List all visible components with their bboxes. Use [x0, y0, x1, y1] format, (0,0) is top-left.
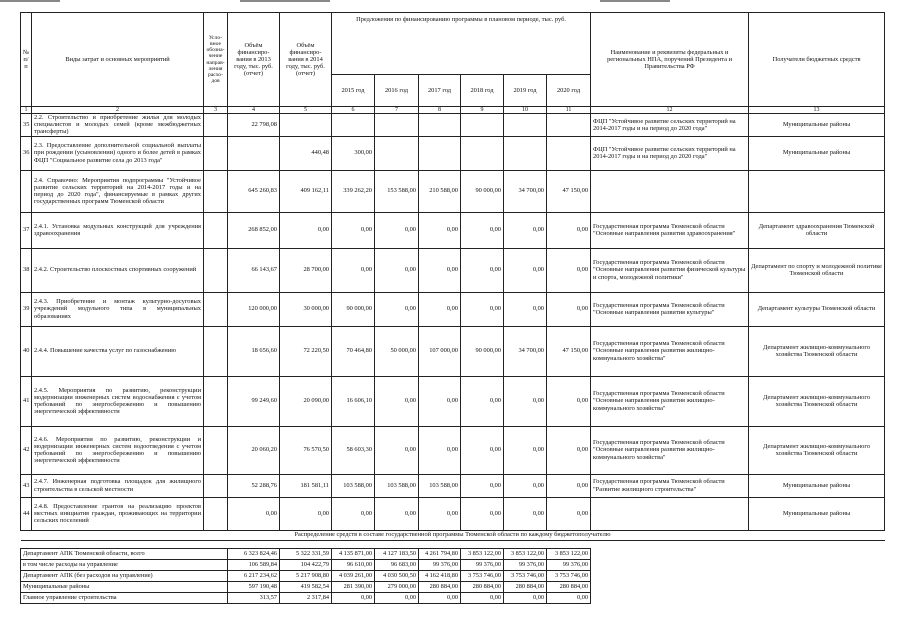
summary-year: 3 853 122,00 [547, 549, 591, 560]
summary-2013: 6 323 824,46 [228, 549, 280, 560]
value-year: 0,00 [547, 248, 591, 292]
header-num: № п/п [21, 13, 32, 107]
summary-year: 4 135 871,00 [332, 549, 375, 560]
summary-year: 280 884,00 [504, 582, 547, 593]
value-year [461, 114, 504, 137]
row-name: 2.2. Строительство и приобретение жилья для молодых специалистов и молодых семей (кроме межбюджетных трансферты) [32, 114, 204, 137]
summary-year: 281 390,00 [332, 582, 375, 593]
value-2014: 409 162,11 [280, 170, 332, 212]
table-row [21, 292, 885, 326]
value-year: 210 588,00 [419, 170, 461, 212]
value-year: 0,00 [461, 497, 504, 530]
summary-2014: 5 217 908,80 [280, 571, 332, 582]
summary-label: в том числе расходы на управление [21, 560, 228, 571]
value-2013: 18 656,60 [228, 326, 280, 376]
row-number: 39 [21, 292, 32, 326]
table-header-row [21, 13, 885, 75]
row-name: 2.4. Справочно: Мероприятия подпрограммы "Устойчивое развитие сельских территорий на 2014-2017 годы и на период до 2020 года", финансируемые в рамках других государственных программ Тюменской области [32, 170, 204, 212]
table-row [21, 497, 885, 530]
column-number: 8 [419, 107, 461, 114]
table-row [21, 212, 885, 248]
row-condition [204, 292, 228, 326]
summary-2013: 313,57 [228, 593, 280, 604]
value-year: 47 150,00 [547, 170, 591, 212]
summary-2013: 106 589,84 [228, 560, 280, 571]
row-recipient: Муниципальные районы [749, 136, 885, 170]
row-recipient: Департамент жилищно-коммунального хозяйства Тюменской области [749, 426, 885, 474]
summary-year: 3 853 122,00 [504, 549, 547, 560]
value-2014: 440,48 [280, 136, 332, 170]
summary-year: 4 162 418,80 [419, 571, 461, 582]
row-name: 2.4.3. Приобретение и монтаж культурно-досуговых учреждений модульного типа в муниципальных образованиях [32, 292, 204, 326]
value-year: 34 700,00 [504, 326, 547, 376]
value-year: 90 000,00 [461, 326, 504, 376]
value-year [547, 114, 591, 137]
value-year: 0,00 [375, 376, 419, 426]
header-year: 2020 год [547, 75, 591, 107]
value-year: 300,00 [332, 136, 375, 170]
row-name: 2.4.6. Мероприятия по развитию, реконструкции и модернизации инженерных систем водоотведения с учетом требований по энергосбережению и повышению энергетической эффективности [32, 426, 204, 474]
summary-blank [591, 560, 885, 571]
summary-label: Департамент АПК Тюменской области, всего [21, 549, 228, 560]
summary-label: Департамент АПК (без расходов на управление) [21, 571, 228, 582]
value-year: 0,00 [375, 426, 419, 474]
column-number: 3 [204, 107, 228, 114]
summary-row [21, 593, 885, 604]
row-condition [204, 114, 228, 137]
summary-label: Главное управление строительства [21, 593, 228, 604]
row-condition [204, 497, 228, 530]
value-year [419, 114, 461, 137]
row-name: 2.4.5. Мероприятия по развитию, реконструкции модернизации инженерных систем водоснабжения с учетом требований по энергосбережению и повышению энергетической эффективности [32, 376, 204, 426]
row-recipient: Департамент культуры Тюменской области [749, 292, 885, 326]
value-2014 [280, 114, 332, 137]
value-2014: 0,00 [280, 212, 332, 248]
value-year: 70 464,80 [332, 326, 375, 376]
distribution-title: Распределение средств в составе государственной программы Тюменской области по каждому бюджетополучателю [21, 530, 885, 540]
row-number: 44 [21, 497, 32, 530]
header-year: 2016 год [375, 75, 419, 107]
summary-year: 99 376,00 [461, 560, 504, 571]
summary-year: 96 683,00 [375, 560, 419, 571]
summary-row [21, 582, 885, 593]
table-row [21, 376, 885, 426]
value-year: 107 000,00 [419, 326, 461, 376]
table-row [21, 114, 885, 137]
summary-year: 99 376,00 [419, 560, 461, 571]
scan-edge-mark [0, 0, 60, 2]
row-number: 42 [21, 426, 32, 474]
column-number-row [21, 107, 885, 114]
row-condition [204, 474, 228, 497]
row-number: 37 [21, 212, 32, 248]
row-number: 40 [21, 326, 32, 376]
row-recipient: Департамент жилищно-коммунального хозяйства Тюменской области [749, 376, 885, 426]
value-2014: 28 700,00 [280, 248, 332, 292]
value-year: 0,00 [461, 376, 504, 426]
value-year: 0,00 [461, 212, 504, 248]
value-year: 0,00 [375, 497, 419, 530]
value-2014: 76 570,50 [280, 426, 332, 474]
value-year: 0,00 [461, 248, 504, 292]
value-year: 0,00 [332, 497, 375, 530]
value-year: 0,00 [547, 497, 591, 530]
financing-table [20, 12, 885, 541]
row-name: 2.4.4. Повышение качества услуг по газоснабжению [32, 326, 204, 376]
summary-year: 3 753 746,00 [547, 571, 591, 582]
summary-year: 0,00 [375, 593, 419, 604]
summary-2014: 419 582,54 [280, 582, 332, 593]
row-npa: ФЦП "Устойчивое развитие сельских территорий на 2014-2017 годы и на период до 2020 года" [591, 114, 749, 137]
value-2013: 645 260,83 [228, 170, 280, 212]
value-year [461, 136, 504, 170]
header-condition: Усло- вное обозна- чение направ- ления расхо- дов [204, 13, 228, 107]
value-year: 0,00 [504, 212, 547, 248]
value-year [504, 136, 547, 170]
summary-year: 4 030 500,50 [375, 571, 419, 582]
value-year [547, 136, 591, 170]
row-condition [204, 136, 228, 170]
header-plan-period: Предложения по финансированию программы в плановом периоде, тыс. руб. [332, 13, 591, 75]
value-year: 90 000,00 [332, 292, 375, 326]
row-npa: ФЦП "Устойчивое развитие сельских территорий на 2014-2017 годы и на период до 2020 года" [591, 136, 749, 170]
row-number: 36 [21, 136, 32, 170]
value-year: 0,00 [419, 248, 461, 292]
column-number: 1 [21, 107, 32, 114]
value-year [332, 114, 375, 137]
value-year: 16 606,10 [332, 376, 375, 426]
value-year: 0,00 [461, 426, 504, 474]
value-year: 34 700,00 [504, 170, 547, 212]
value-2014: 181 581,11 [280, 474, 332, 497]
row-condition [204, 170, 228, 212]
scan-edge-mark [240, 0, 330, 2]
row-recipient: Муниципальные районы [749, 114, 885, 137]
table-row [21, 170, 885, 212]
value-2013: 99 249,60 [228, 376, 280, 426]
row-recipient: Муниципальные районы [749, 497, 885, 530]
column-number: 10 [504, 107, 547, 114]
row-condition [204, 376, 228, 426]
summary-year: 0,00 [461, 593, 504, 604]
summary-2013: 6 217 234,62 [228, 571, 280, 582]
value-year: 0,00 [375, 292, 419, 326]
row-name: 2.4.7. Инженерная подготовка площадок для жилищного строительства в сельской местности [32, 474, 204, 497]
value-year: 0,00 [419, 376, 461, 426]
row-condition [204, 326, 228, 376]
table-row [21, 248, 885, 292]
value-year: 0,00 [504, 426, 547, 474]
row-recipient: Департамент здравоохранения Тюменской области [749, 212, 885, 248]
summary-blank [591, 582, 885, 593]
value-year: 0,00 [504, 497, 547, 530]
value-year: 0,00 [547, 376, 591, 426]
row-number: 43 [21, 474, 32, 497]
row-name: 2.4.1. Установка модульных конструкций для учреждения здравоохранения [32, 212, 204, 248]
summary-year: 0,00 [547, 593, 591, 604]
value-year: 0,00 [419, 497, 461, 530]
column-number: 7 [375, 107, 419, 114]
summary-year: 0,00 [332, 593, 375, 604]
row-recipient: Департамент жилищно-коммунального хозяйства Тюменской области [749, 326, 885, 376]
row-npa: Государственная программа Тюменской области "Основные направления развития жилищно-коммунального хозяйства" [591, 376, 749, 426]
value-year: 0,00 [547, 212, 591, 248]
summary-blank [591, 593, 885, 604]
row-npa: Государственная программа Тюменской области "Основные направления развития жилищно-коммунального хозяйства" [591, 426, 749, 474]
summary-2014: 104 422,79 [280, 560, 332, 571]
header-2013: Объём финансиро- вания в 2013 году, тыс. руб. (отчет) [228, 13, 280, 107]
row-condition [204, 426, 228, 474]
table-row [21, 136, 885, 170]
value-year: 103 588,00 [375, 474, 419, 497]
value-year: 50 000,00 [375, 326, 419, 376]
value-year: 90 000,00 [461, 170, 504, 212]
value-year: 0,00 [375, 212, 419, 248]
value-year: 103 588,00 [419, 474, 461, 497]
summary-year: 0,00 [419, 593, 461, 604]
summary-year: 4 261 794,80 [419, 549, 461, 560]
summary-year: 280 884,00 [461, 582, 504, 593]
column-number: 6 [332, 107, 375, 114]
value-2014: 0,00 [280, 497, 332, 530]
header-name: Виды затрат и основных мероприятий [32, 13, 204, 107]
value-2014: 72 220,50 [280, 326, 332, 376]
column-number: 12 [591, 107, 749, 114]
summary-row [21, 560, 885, 571]
table-row [21, 474, 885, 497]
summary-year: 99 376,00 [504, 560, 547, 571]
summary-year: 4 039 261,00 [332, 571, 375, 582]
header-year: 2017 год [419, 75, 461, 107]
value-year [419, 136, 461, 170]
value-year: 0,00 [504, 292, 547, 326]
summary-row [21, 549, 885, 560]
row-recipient: Муниципальные районы [749, 474, 885, 497]
summary-year: 3 853 122,00 [461, 549, 504, 560]
value-2014: 20 090,00 [280, 376, 332, 426]
summary-year: 280 884,00 [419, 582, 461, 593]
header-year: 2019 год [504, 75, 547, 107]
summary-blank [591, 549, 885, 560]
summary-year: 99 376,00 [547, 560, 591, 571]
value-year: 0,00 [419, 292, 461, 326]
value-year: 0,00 [547, 292, 591, 326]
summary-year: 3 753 746,00 [461, 571, 504, 582]
row-recipient [749, 170, 885, 212]
summary-row [21, 571, 885, 582]
value-year: 0,00 [461, 474, 504, 497]
row-number [21, 170, 32, 212]
row-condition [204, 212, 228, 248]
row-number: 35 [21, 114, 32, 137]
row-number: 38 [21, 248, 32, 292]
summary-year: 96 610,00 [332, 560, 375, 571]
row-npa: Государственная программа Тюменской области "Основные направления развития жилищно-коммунального хозяйства" [591, 326, 749, 376]
row-name: 2.4.8. Предоставление грантов на реализацию проектов местных инициатив граждан, проживающих на территории сельских поселений [32, 497, 204, 530]
value-year: 0,00 [547, 474, 591, 497]
value-2013: 66 143,67 [228, 248, 280, 292]
summary-2014: 5 322 331,59 [280, 549, 332, 560]
value-year: 339 262,20 [332, 170, 375, 212]
value-year: 0,00 [375, 248, 419, 292]
value-year: 153 588,00 [375, 170, 419, 212]
header-recipients: Получатели бюджетных средств [749, 13, 885, 107]
summary-year: 3 753 746,00 [504, 571, 547, 582]
column-number: 2 [32, 107, 204, 114]
value-year [504, 114, 547, 137]
header-2014: Объём финансиро- вания в 2014 году, тыс. руб. (отчет) [280, 13, 332, 107]
value-year: 0,00 [461, 292, 504, 326]
value-year: 0,00 [547, 426, 591, 474]
value-year: 0,00 [504, 474, 547, 497]
row-npa [591, 497, 749, 530]
column-number: 9 [461, 107, 504, 114]
value-2013: 52 288,76 [228, 474, 280, 497]
row-recipient: Департамент по спорту и молодежной политике Тюменской области [749, 248, 885, 292]
summary-year: 4 127 183,50 [375, 549, 419, 560]
table-row [21, 326, 885, 376]
summary-year: 0,00 [504, 593, 547, 604]
value-year: 0,00 [419, 426, 461, 474]
value-year: 0,00 [504, 248, 547, 292]
value-year: 0,00 [332, 248, 375, 292]
column-number: 11 [547, 107, 591, 114]
value-2013: 22 798,08 [228, 114, 280, 137]
table-row [21, 426, 885, 474]
summary-year: 280 884,00 [547, 582, 591, 593]
summary-table [20, 548, 885, 604]
value-2013: 268 852,00 [228, 212, 280, 248]
row-npa [591, 170, 749, 212]
column-number: 13 [749, 107, 885, 114]
row-name: 2.3. Предоставление дополнительной социальной выплаты при рождении (усыновлении) одного и более детей в рамках ФЦП "Социальное развитие села до 2013 года" [32, 136, 204, 170]
column-number: 4 [228, 107, 280, 114]
value-2013: 0,00 [228, 497, 280, 530]
value-year: 58 603,30 [332, 426, 375, 474]
value-year [375, 114, 419, 137]
value-2013: 120 000,00 [228, 292, 280, 326]
summary-year: 279 000,00 [375, 582, 419, 593]
header-year: 2015 год [332, 75, 375, 107]
row-name: 2.4.2. Строительство плоскостных спортивных сооружений [32, 248, 204, 292]
value-year: 0,00 [332, 212, 375, 248]
value-2014: 30 000,00 [280, 292, 332, 326]
value-year: 47 150,00 [547, 326, 591, 376]
value-year [375, 136, 419, 170]
header-npa: Наименование и реквизиты федеральных и региональных НПА, поручений Президента и Правительства РФ [591, 13, 749, 107]
column-number: 5 [280, 107, 332, 114]
value-year: 103 588,00 [332, 474, 375, 497]
header-year: 2018 год [461, 75, 504, 107]
distribution-row [21, 530, 885, 540]
row-npa: Государственная программа Тюменской области "Развитие жилищного строительства" [591, 474, 749, 497]
summary-blank [591, 571, 885, 582]
summary-2013: 597 190,48 [228, 582, 280, 593]
value-year: 0,00 [504, 376, 547, 426]
summary-2014: 2 317,84 [280, 593, 332, 604]
row-npa: Государственная программа Тюменской области "Основные направления развития физической культуры и спорта, молодежной политики" [591, 248, 749, 292]
row-npa: Государственная программа Тюменской области "Основные направления развития культуры" [591, 292, 749, 326]
row-npa: Государственная программа Тюменской области "Основные направления развития здравоохранения" [591, 212, 749, 248]
summary-label: Муниципальные районы [21, 582, 228, 593]
row-number: 41 [21, 376, 32, 426]
value-year: 0,00 [419, 212, 461, 248]
value-2013 [228, 136, 280, 170]
scan-edge-mark [600, 0, 670, 2]
row-condition [204, 248, 228, 292]
value-2013: 20 060,20 [228, 426, 280, 474]
